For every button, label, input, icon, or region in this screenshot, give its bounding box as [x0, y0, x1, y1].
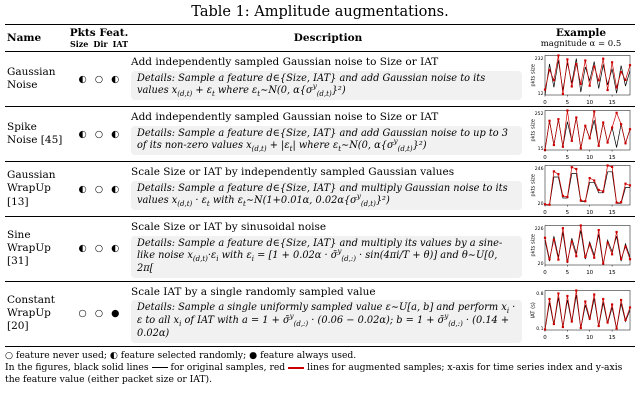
svg-text:15: 15: [608, 154, 616, 160]
example-chart: [530, 108, 632, 160]
header-pkts-feat-label: Pkts Feat.: [69, 27, 129, 39]
description-summary: Add independently sampled Gaussian noise to Size or IAT: [131, 111, 439, 123]
details-text: Sample a single uniformly sampled value ε∼U[a, b] and perform $x_i \cdot \varepsilon$ to all $x_i$ of IAT with a = 1 + σ̄$^y_{(d,:)}$ · (0.06 − 0.02α); b = 1 + σ̄$^y_{(d,:)}$ · (0.14 + 0.02α): [137, 302, 516, 339]
details-text: Sample a feature d∈{Size, IAT} and add Gaussian noise to up to 3 of its non-zero values $x_{(d,t)} + |\varepsilon_t|$ where $\varepsilon_t\sim N(0$, $\alpha\{\sigma^y_{(d,t)}\}^2$): [137, 127, 509, 154]
svg-text:10: 10: [586, 209, 594, 215]
details-text: Sample a feature d∈{Size, IAT} and multiply its values by a sine-like noise $x_{(d,t)}\cdot\varepsilon_i$ with $\varepsilon_i = [1 + 0.02\alpha$ · σ̄$^y_{(d,:)}$ · sin(4πi/T + θ)] and θ∼U[0, 2π[: [137, 237, 503, 275]
example-chart: [530, 163, 632, 215]
description-cell: [129, 52, 527, 106]
description-cell: [129, 217, 527, 281]
header-size-label: Size: [69, 39, 89, 49]
svg-text:10: 10: [586, 154, 594, 160]
svg-text:0: 0: [543, 99, 547, 105]
feature-indicators: [69, 217, 129, 281]
header-description: Description: [293, 32, 363, 44]
svg-text:pkts size: pkts size: [530, 118, 537, 142]
svg-text:0.8: 0.8: [536, 291, 544, 297]
details-label: Details:: [137, 182, 176, 194]
svg-text:5: 5: [565, 99, 570, 105]
svg-text:0: 0: [543, 334, 547, 340]
description-summary: Scale Size or IAT by sinusoidal noise: [131, 221, 327, 233]
header-iat-label: IAT: [112, 39, 129, 49]
figure-caption-line: [5, 362, 635, 387]
augmentation-name: Constant WrapUp [20]: [7, 294, 55, 333]
svg-text:pkts size: pkts size: [530, 233, 537, 257]
details-box: [131, 71, 522, 100]
table-row: [5, 107, 635, 162]
description-cell: [129, 282, 527, 346]
svg-text:15: 15: [608, 209, 616, 215]
svg-text:pkts size: pkts size: [530, 173, 537, 197]
svg-text:15: 15: [608, 99, 616, 105]
details-label: Details:: [137, 237, 176, 249]
feature-iat-indicator: ◐: [111, 128, 120, 140]
example-cell: [527, 52, 635, 106]
svg-text:246: 246: [534, 167, 544, 172]
details-text: Sample a feature d∈{Size, IAT} and multiply Gaussian noise to its values $x_{(d,t)} \cdot \varepsilon_t$ with $\varepsilon_t\sim N(1+0.01\alpha$, $0.02\alpha\{\sigma^y_{(d,t)}\}^2$): [137, 182, 508, 209]
svg-text:226: 226: [534, 226, 544, 232]
details-box: [131, 300, 522, 342]
caption-text-3: lines for augmented samples; x-axis for time series index and y-axis the feature value (either packet size or IAT).: [5, 362, 623, 386]
red-line-swatch: [288, 367, 304, 369]
header-pkts-feat-sub: [69, 39, 129, 49]
svg-text:0: 0: [543, 269, 547, 275]
svg-text:252: 252: [534, 112, 544, 117]
augmentation-name: Gaussian WrapUp [13]: [7, 169, 56, 208]
svg-text:15: 15: [608, 334, 616, 340]
header-dir-label: Dir: [93, 39, 108, 49]
details-label: Details:: [137, 72, 176, 84]
feature-indicators: [69, 107, 129, 161]
example-cell: [527, 217, 635, 281]
svg-text:10: 10: [586, 269, 594, 275]
legend-line: ○ feature never used; ◐ feature selected randomly; ● feature always used.: [5, 349, 357, 361]
table-row: [5, 217, 635, 282]
svg-text:0.1: 0.1: [536, 326, 544, 332]
caption-text-1: In the figures, black solid lines: [5, 362, 149, 374]
details-text: Sample a feature d∈{Size, IAT} and add Gaussian noise to its values $x_{(d,t)} + \varepsilon_t$ where $\varepsilon_t\sim N(0$, $\alpha\{\sigma^y_{(d,t)}\}^2$): [137, 72, 486, 99]
feature-dir-indicator: ○: [94, 243, 104, 255]
table-row: [5, 282, 635, 346]
description-summary: Scale Size or IAT by independently sampled Gaussian values: [131, 166, 455, 178]
feature-dir-indicator: ○: [94, 308, 104, 320]
svg-text:0: 0: [543, 209, 547, 215]
table-row: [5, 52, 635, 107]
svg-text:232: 232: [534, 57, 544, 62]
description-cell: [129, 107, 527, 161]
augmentation-name: Sine WrapUp [31]: [7, 229, 51, 268]
feature-size-indicator: ◐: [78, 243, 87, 255]
feature-size-indicator: ◐: [78, 73, 87, 85]
details-label: Details:: [137, 302, 176, 314]
feature-iat-indicator: ◐: [111, 183, 120, 195]
example-chart: [530, 53, 632, 105]
description-summary: Add independently sampled Gaussian noise to Size or IAT: [131, 56, 439, 68]
svg-text:10: 10: [586, 334, 594, 340]
svg-text:5: 5: [565, 269, 570, 275]
table-header-row: [5, 25, 635, 52]
header-example: [527, 27, 635, 49]
svg-text:0: 0: [543, 154, 547, 160]
example-cell: [527, 282, 635, 346]
svg-text:15: 15: [537, 147, 544, 152]
svg-text:10: 10: [586, 99, 594, 105]
svg-text:IAT (s): IAT (s): [530, 301, 537, 319]
feature-indicators: [69, 52, 129, 106]
feature-size-indicator: ◐: [78, 183, 87, 195]
details-label: Details:: [137, 127, 176, 139]
feature-iat-indicator: ◐: [111, 73, 120, 85]
augmentation-name: Gaussian Noise: [7, 65, 56, 91]
example-chart: [530, 223, 632, 275]
details-box: [131, 236, 522, 278]
description-summary: Scale IAT by a single randomly sampled value: [131, 285, 376, 298]
black-line-swatch: [152, 367, 168, 369]
header-name: Name: [7, 32, 42, 44]
description-cell: [129, 162, 527, 216]
svg-text:5: 5: [565, 334, 570, 340]
svg-text:20: 20: [537, 202, 544, 207]
header-example-label: Example: [555, 27, 607, 39]
example-cell: [527, 162, 635, 216]
table-footnotes: [5, 350, 635, 387]
table-row: [5, 162, 635, 217]
svg-text:12: 12: [537, 92, 544, 97]
feature-dir-indicator: ○: [94, 128, 104, 140]
table-title: Table 1: Amplitude augmentations.: [191, 4, 449, 20]
svg-text:5: 5: [565, 209, 570, 215]
feature-iat-indicator: ●: [111, 308, 120, 320]
feature-indicators: [69, 162, 129, 216]
example-cell: [527, 107, 635, 161]
augmentations-table: [5, 24, 635, 347]
feature-iat-indicator: ◐: [111, 243, 120, 255]
details-box: [131, 181, 522, 210]
svg-text:5: 5: [565, 154, 570, 160]
svg-text:pkts size: pkts size: [530, 63, 537, 87]
feature-dir-indicator: ○: [94, 73, 104, 85]
svg-text:15: 15: [608, 269, 616, 275]
example-chart: [530, 288, 632, 340]
augmentation-name: Spike Noise [45]: [7, 120, 63, 146]
feature-size-indicator: ◐: [78, 128, 87, 140]
header-pkts-feat: [69, 27, 129, 49]
header-example-sub: magnitude α = 0.5: [540, 39, 622, 49]
feature-indicators: [69, 282, 129, 346]
details-box: [131, 126, 522, 155]
feature-size-indicator: ○: [78, 308, 87, 320]
feature-dir-indicator: ○: [94, 183, 104, 195]
caption-text-2: for original samples, red: [170, 362, 286, 374]
svg-text:20: 20: [537, 261, 544, 267]
